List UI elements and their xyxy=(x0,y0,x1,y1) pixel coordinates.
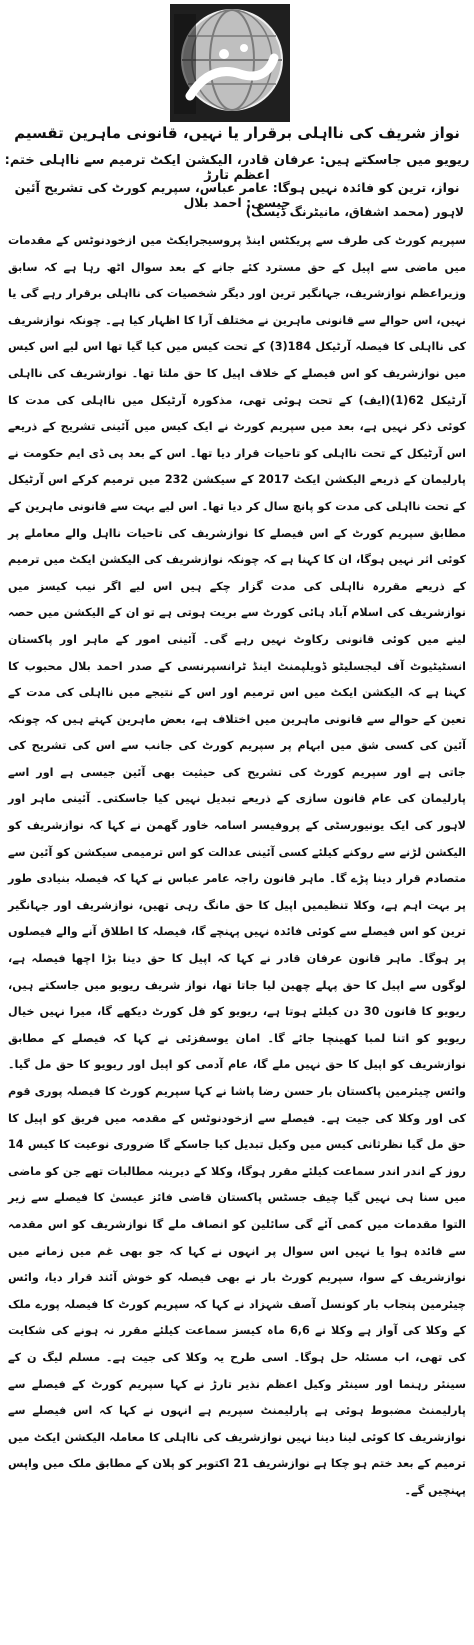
byline: لاہور (محمد اشفاق، مانیٹرنگ ڈیسک) xyxy=(245,205,464,219)
logo-globe-graphic xyxy=(170,4,290,122)
headline: نواز شریف کی نااہلی برقرار یا نہیں، قانونی ماہرین تقسیم xyxy=(14,124,460,142)
subheadline-2: نواز، ترین کو فائدہ نہیں ہوگا: عامر عباس، سپریم کورٹ کی تشریح آئین جیسی: احمد بلال xyxy=(14,180,460,210)
newspaper-logo xyxy=(170,4,290,122)
subheadline-1: ریویو میں جاسکتے ہیں: عرفان قادر، الیکشن ایکٹ ترمیم سے نااہلی ختم: اعظم تارڑ xyxy=(4,153,470,183)
article-body: سپریم کورٹ کی طرف سے پریکٹس اینڈ پروسیجرایکٹ میں ازخودنوٹس کے مقدمات میں ماضی سے اپیل کے حق مسترد کئے جانے کے بعد سوال اٹھ رہا ہے کہ سابق وزیراعظم نوازشریف، جہانگیر ترین اور دیگر شخصیات کی نااہلی برقرار رہے گی یا نہیں، اس حوالے سے قانونی ماہرین نے مختلف آرا کا اظہار کیا ہے۔ چونکہ نوازشریف کی نااہلی کا فیصلہ آرٹیکل 184(3) کے تحت کیس میں کیا گیا تھا اس لیے اس کیس میں نوازشریف کو اس فیصلے کے خلاف اپیل کا حق ملتا تھا۔ نوازشریف کی نااہلی آرٹیکل 62(1)(ایف) کے تحت ہوئی تھی، مذکورہ آرٹیکل میں نااہلی کی مدت کا کوئی ذکر نہیں ہے، بعد میں سپریم کورٹ نے ایک کیس میں آئینی تشریح کے ذریعے اس آرٹیکل کے تحت نااہلی کو تاحیات قرار دیا تھا۔ اس کے بعد پی ڈی ایم حکومت نے پارلیمان کے ذریعے الیکشن ایکٹ 2017 کے سیکشن 232 میں ترمیم کرکے اس آرٹیکل کے تحت نااہلی کی مدت کو پانچ سال کر دیا تھا۔ اس لیے بہت سے قانونی ماہرین کے مطابق سپریم کورٹ کے اس فیصلے کا نوازشریف کی تاحیات نااہل والے معاملے پر کوئی اثر نہیں ہوگا، ان کا کہنا ہے کہ چونکہ نوازشریف کی الیکشن ایکٹ میں ترمیم کے ذریعے مقررہ نااہلی کی مدت گزار چکے ہیں اس لیے اگر نیب کیسز میں نوازشریف کی اسلام آباد ہائی کورٹ سے بریت ہوتی ہے تو ان کے الیکشن میں حصہ لینے میں کوئی قانونی رکاوٹ نہیں رہے گی۔ آئینی امور کے ماہر اور پاکستان انسٹیٹیوٹ آف لیجسلیٹو ڈویلپمنٹ اینڈ ٹرانسپرنسی کے صدر احمد بلال محبوب کا کہنا ہے کہ الیکشن ایکٹ میں اس ترمیم اور اس کے نتیجے میں نااہلی کی مدت کے تعین کے حوالے سے قانونی ماہرین میں اختلاف ہے، بعض ماہرین کہتے ہیں کہ چونکہ آئین کی کسی شق میں ابہام پر سپریم کورٹ کی جانب سے اس کی تشریح کی جاتی ہے اور سپریم کورٹ کی تشریح کی حیثیت بھی آئین جیسی ہے اور اسے پارلیمان کی عام قانون سازی کے ذریعے تبدیل نہیں کیا جاسکتی۔ آئینی ماہر اور لاہور کی ایک یونیورسٹی کے پروفیسر اسامہ خاور گھمن نے کہا کہ نوازشریف کو الیکشن لڑنے سے روکنے کیلئے کسی آئینی عدالت کو اس ترمیمی سیکشن کو آئین سے متصادم قرار دینا پڑے گا۔ ماہر قانون راجہ عامر عباس نے کہا کہ فیصلہ بنیادی طور پر بہت اہم ہے، وکلا تنظیمیں اپیل کا حق مانگ رہی تھیں، نوازشریف اور جہانگیر ترین کو اس فیصلے سے کوئی فائدہ نہیں پہنچے گا، فیصلہ کا اطلاق آنے والے فیصلوں پر ہوگا۔ ماہر قانون عرفان قادر نے کہا کہ اپیل کا حق دینا بڑا اچھا فیصلہ ہے، لوگوں سے اپیل کا حق پہلے چھین لیا جاتا تھا، نواز شریف ریویو میں جاسکتے ہیں، ریویو کا قانون 30 دن کیلئے ہوتا ہے، ریویو کو فل کورٹ دیکھے گا، میرا نہیں خیال ریویو کو اتنا لمبا کھینچا جائے گا۔ امان یوسفزئی نے کہا کہ فیصلے کے مطابق نوازشریف کو اپیل کا حق نہیں ملے گا، عام آدمی کو اپیل اور ریویو کا حق مل گیا۔ وائس چیئرمین پاکستان بار حسن رضا پاشا نے کہا سپریم کورٹ کا فیصلہ پوری قوم کی اور وکلا کی جیت ہے۔ فیصلے سے ازخودنوٹس کے مقدمہ میں فریق کو اپیل کا حق مل گیا نظرثانی کیس میں وکیل تبدیل کیا جاسکے گا ضروری نوعیت کا کیس 14 روز کے اندر اندر سماعت کیلئے مقرر ہوگا، وکلا کے دیرینہ مطالبات تھے جن کو ماضی میں سنا ہی نہیں گیا چیف جسٹس پاکستان قاضی فائز عیسیٰ کا فیصلے سے زیر التوا مقدمات میں کمی آئے گی سائلین کو انصاف ملے گا نوازشریف کو اس مقدمہ سے فائدہ ہوا یا نہیں اس سوال پر انہوں نے کہا کہ جو بھی غم میں زمانے میں نوازشریف کے سوا، سپریم کورٹ بار نے بھی فیصلہ کو خوش آئند قرار دیا، وائس چیئرمین پنجاب بار کونسل آصف شہزاد نے کہا کہ سپریم کورٹ کا فیصلہ پورے ملک کے وکلا کی آواز ہے وکلا نے 6,6 ماہ کیسز سماعت کیلئے مقرر نہ ہونے کی شکایت کی تھی، اب مسئلہ حل ہوگا۔ اسی طرح یہ وکلا کی جیت ہے۔ مسلم لیگ ن کے سینئر رہنما اور سینٹر وکیل اعظم نذیر تارڑ نے کہا سپریم کورٹ کے فیصلے سے پارلیمنٹ مضبوط ہوئی ہے پارلیمنٹ سپریم ہے انہوں نے کہا کہ اس فیصلے سے نوازشریف کا کوئی لینا دینا نہیں نوازشریف کی نااہلی کا معاملہ الیکشن ایکٹ میں ترمیم کے بعد ختم ہو چکا ہے نوازشریف 21 اکتوبر کو پلان کے مطابق ملک میں واپس پہنچیں گے۔ xyxy=(8,234,467,1497)
